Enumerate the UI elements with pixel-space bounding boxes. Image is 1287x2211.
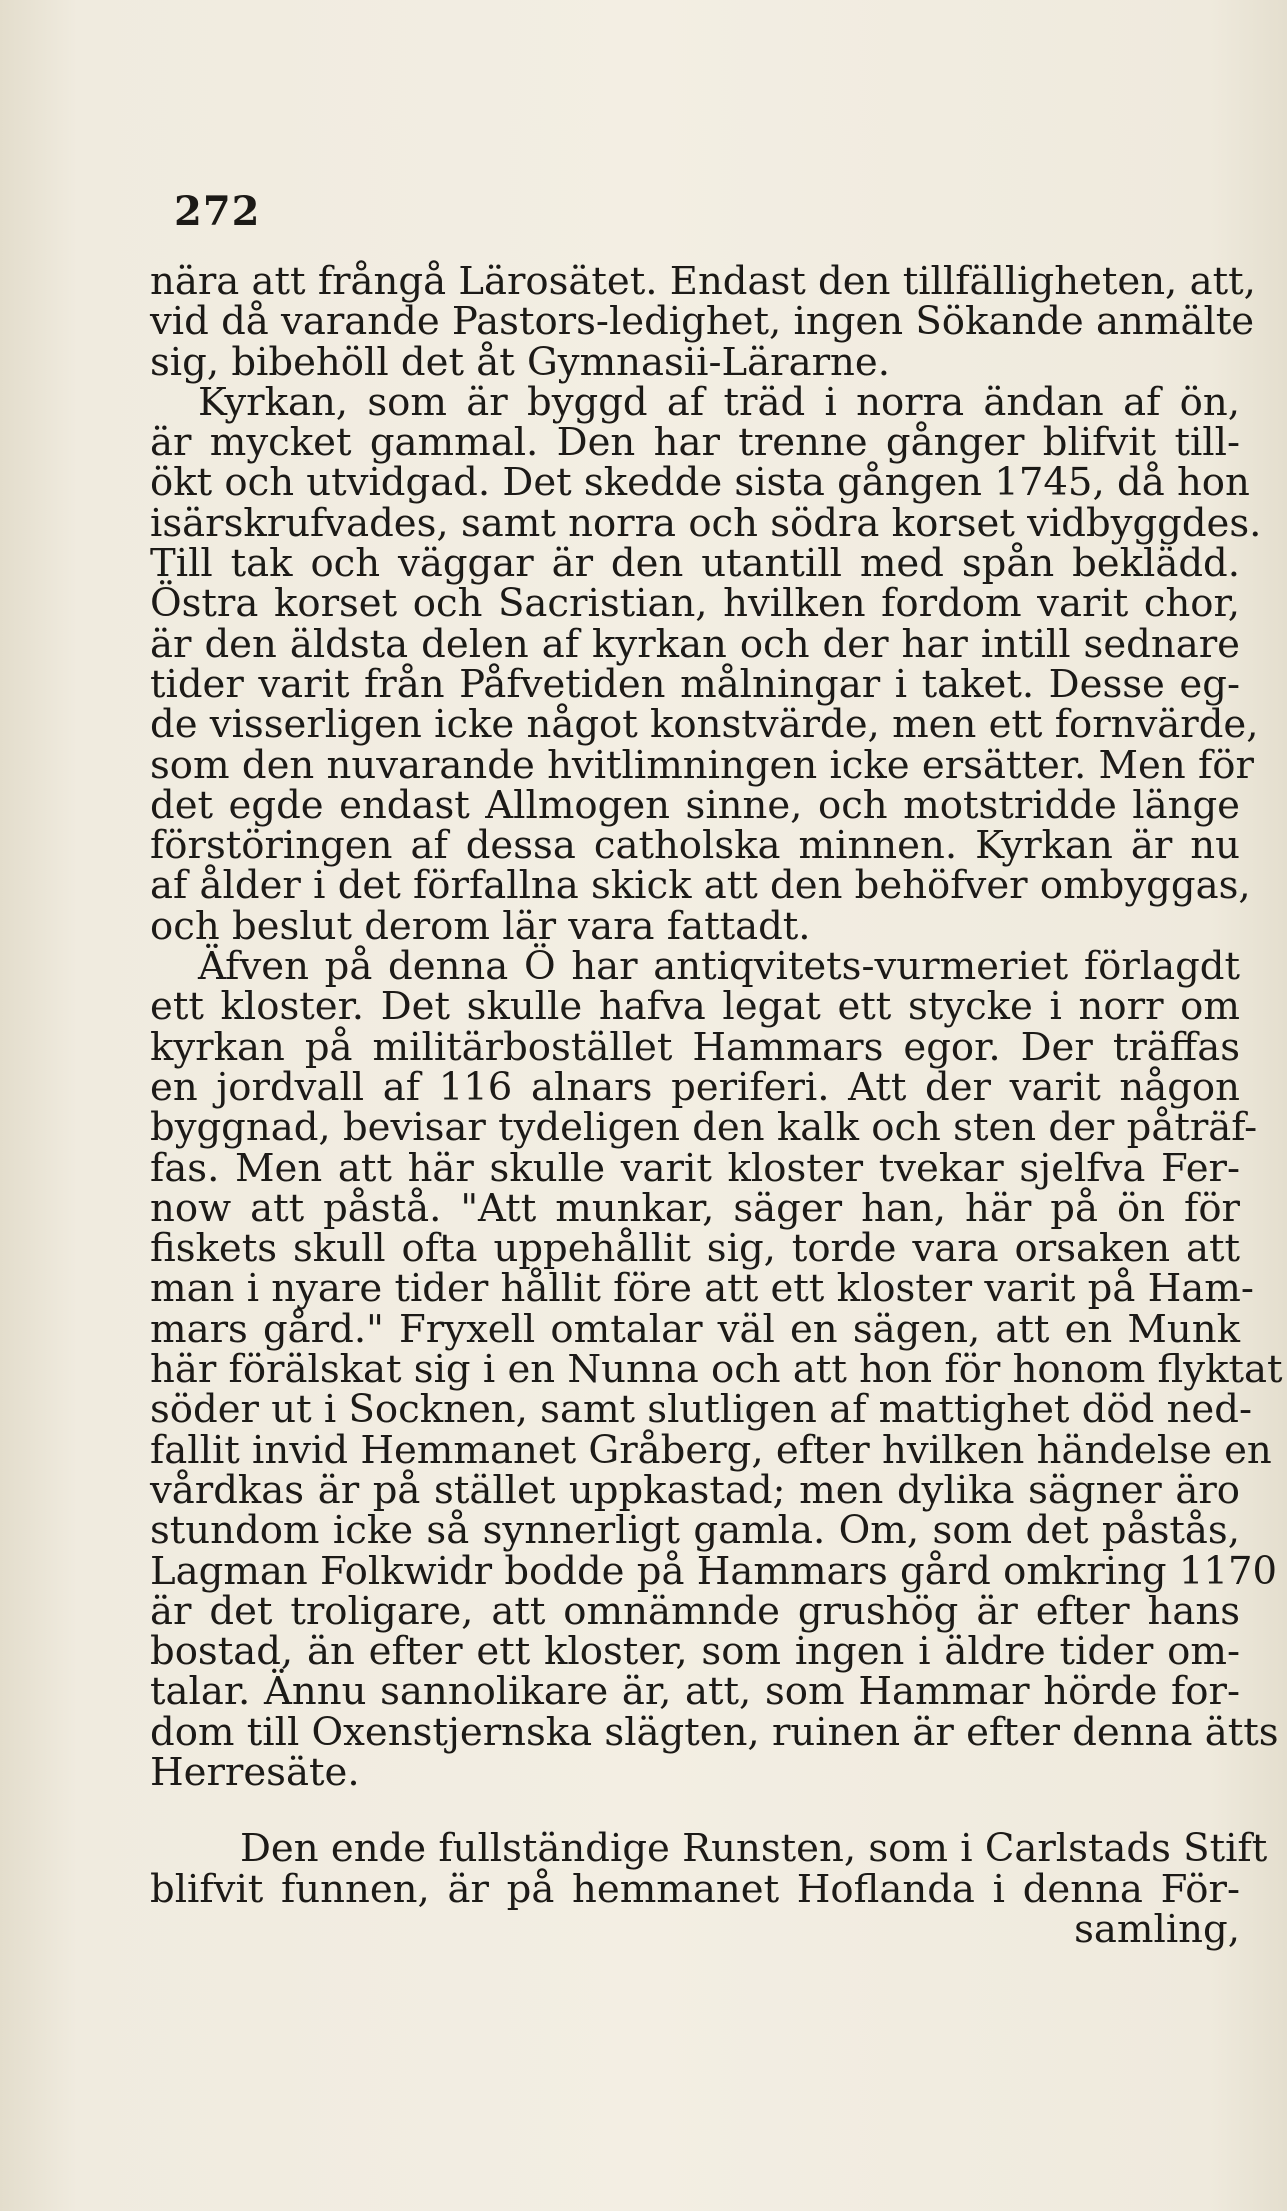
text-line: som den nuvarande hvitlimningen icke ersätter. Men för bbox=[150, 742, 1254, 788]
text-line: här förälskat sig i en Nunna och att hon för honom flyktat bbox=[150, 1347, 1283, 1393]
text-line: Till tak och väggar är den utantill med spån beklädd. bbox=[150, 541, 1240, 587]
text-line: Kyrkan, som är byggd af träd i norra ändan af ön, bbox=[198, 379, 1240, 425]
text-line: Herresäte. bbox=[150, 1749, 360, 1795]
text-line: stundom icke så synnerligt gamla. Om, som det påstås, bbox=[150, 1508, 1240, 1554]
text-line: man i nyare tider hållit före att ett kloster varit på Ham- bbox=[150, 1266, 1254, 1312]
text-line: Lagman Folkwidr bodde på Hammars gård omkring 1170 bbox=[150, 1548, 1278, 1594]
page-number: 272 bbox=[174, 188, 261, 235]
text-line: Äfven på denna Ö har antiqvitets-vurmeriet förlagdt bbox=[198, 944, 1240, 990]
text-line: blifvit funnen, är på hemmanet Hoflanda i denna För- bbox=[150, 1866, 1240, 1912]
text-line: Den ende fullständige Runsten, som i Carlstads Stift bbox=[240, 1826, 1268, 1872]
body-text bbox=[150, 259, 1283, 1952]
paragraph bbox=[150, 944, 1283, 1795]
catchword: samling, bbox=[1074, 1906, 1240, 1952]
text-line: är mycket gammal. Den har trenne gånger blifvit till- bbox=[150, 420, 1240, 466]
text-line: bostad, än efter ett kloster, som ingen i äldre tider om- bbox=[150, 1629, 1240, 1675]
text-line: tider varit från Påfvetiden målningar i taket. Desse eg- bbox=[150, 661, 1240, 707]
paragraph-gap bbox=[150, 1793, 1240, 1829]
text-line: nära att frångå Lärosätet. Endast den tillfälligheten, att, bbox=[150, 259, 1256, 304]
text-line: de visserligen icke något konstvärde, men ett fornvärde, bbox=[150, 702, 1259, 748]
paragraph bbox=[150, 259, 1256, 385]
text-line: talar. Ännu sannolikare är, att, som Hammar hörde for- bbox=[150, 1669, 1240, 1715]
text-line: fallit invid Hemmanet Gråberg, efter hvilken händelse en bbox=[150, 1427, 1272, 1473]
text-line: vid då varande Pastors-ledighet, ingen Sökande anmälte bbox=[150, 299, 1255, 345]
text-line: sig, bibehöll det åt Gymnasii-Lärarne. bbox=[150, 339, 890, 385]
text-line: det egde endast Allmogen sinne, och motstridde länge bbox=[150, 782, 1240, 828]
text-line: fiskets skull ofta uppehållit sig, torde vara orsaken att bbox=[150, 1226, 1240, 1272]
text-line: ett kloster. Det skulle hafva legat ett stycke i norr om bbox=[150, 984, 1240, 1030]
text-line: now att påstå. "Att munkar, säger han, här på ön för bbox=[150, 1185, 1240, 1231]
text-line: fas. Men att här skulle varit kloster tvekar sjelfva Fer- bbox=[150, 1145, 1240, 1191]
text-line: mars gård." Fryxell omtalar väl en sägen, att en Munk bbox=[150, 1306, 1240, 1352]
text-line: kyrkan på militärbostället Hammars egor. Der träffas bbox=[150, 1024, 1240, 1070]
text-line: är den äldsta delen af kyrkan och der har intill sednare bbox=[150, 621, 1240, 667]
text-line: och beslut derom lär vara fattadt. bbox=[150, 903, 811, 949]
text-line: är det troligare, att omnämnde grushög är efter hans bbox=[150, 1588, 1240, 1634]
text-line: förstöringen af dessa catholska minnen. Kyrkan är nu bbox=[150, 823, 1240, 869]
text-line: isärskrufvades, samt norra och södra korset vidbyggdes. bbox=[150, 500, 1262, 546]
text-line: en jordvall af 116 alnars periferi. Att der varit någon bbox=[150, 1064, 1240, 1110]
text-line: af ålder i det förfallna skick att den behöfver ombyggas, bbox=[150, 863, 1251, 909]
paragraph bbox=[150, 1826, 1268, 1952]
text-line: vårdkas är på stället uppkastad; men dylika sägner äro bbox=[150, 1467, 1240, 1513]
paragraph bbox=[150, 379, 1262, 949]
text-line: byggnad, bevisar tydeligen den kalk och sten der påträf- bbox=[150, 1105, 1258, 1151]
text-line: ökt och utvidgad. Det skedde sista gången 1745, då hon bbox=[150, 460, 1250, 506]
text-line: söder ut i Socknen, samt slutligen af mattighet död ned- bbox=[150, 1387, 1252, 1433]
text-line: Östra korset och Sacristian, hvilken fordom varit chor, bbox=[150, 581, 1240, 627]
text-line: dom till Oxenstjernska slägten, ruinen är efter denna ätts bbox=[150, 1709, 1279, 1755]
